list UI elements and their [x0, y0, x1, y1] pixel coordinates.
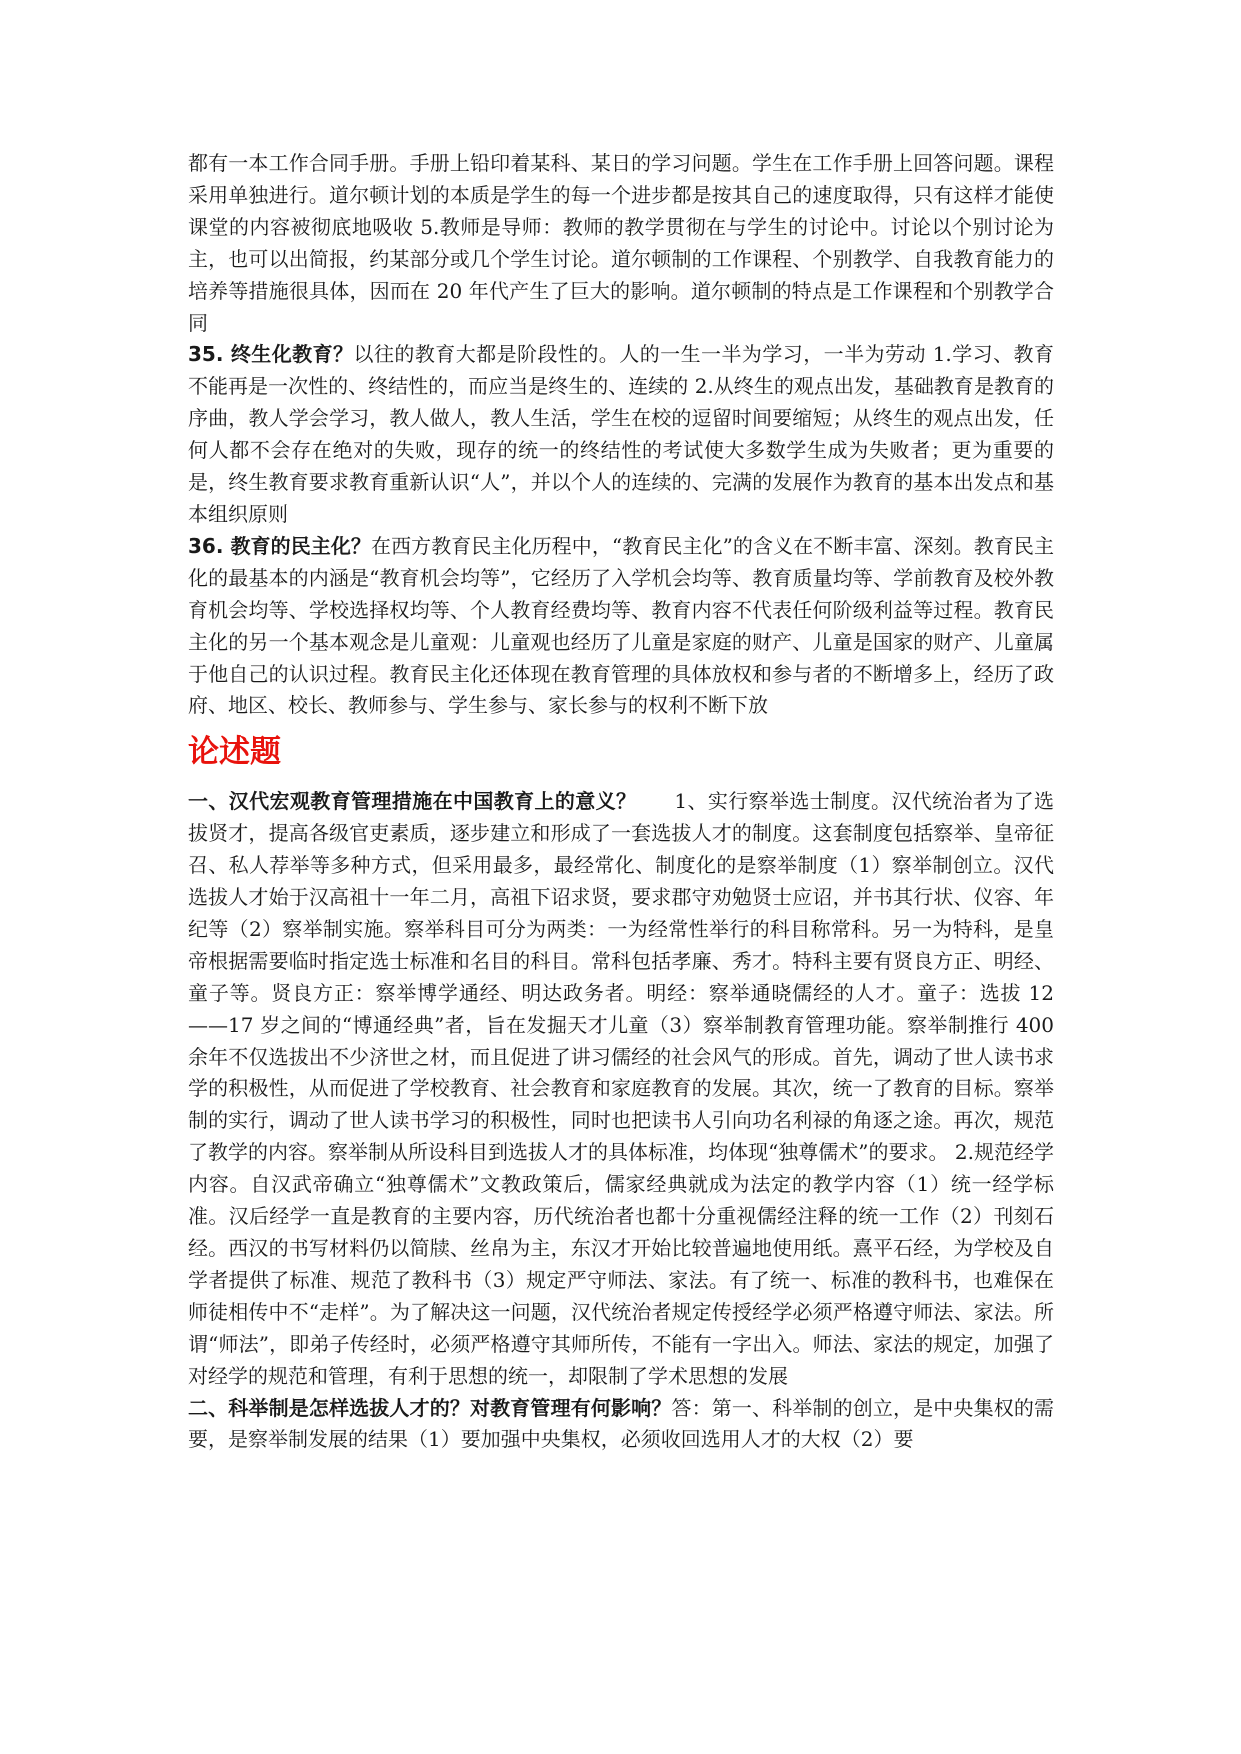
essay-2-heading: 二、科举制是怎样选拔人才的？对教育管理有何影响？: [188, 1395, 672, 1420]
essay-1-heading: 一、汉代宏观教育管理措施在中国教育上的意义？: [188, 789, 637, 814]
paragraph-essay-1: [188, 786, 1054, 1392]
paragraph-text: 都有一本工作合同手册。手册上铅印着某科、某日的学习问题。学生在工作手册上回答问题。课程采用单独进行。道尔顿计划的本质是学生的每一个进步都是按其自己的速度取得，只有这样才能使课堂的内容被彻底地吸收 5.教师是导师：教师的教学贯彻在与学生的讨论中。讨论以个别讨论为主，也可以出简报，约某部分或几个学生讨论。道尔顿制的工作课程、个别教学、自我教育能力的培养等措施很具体，因而在 20 年代产生了巨大的影响。道尔顿制的特点是工作课程和个别教学合同: [188, 151, 1054, 335]
paragraph-q35: [188, 339, 1054, 530]
question-35-answer: 以往的教育大都是阶段性的。人的一生一半为学习，一半为劳动 1.学习、教育不能再是一次性的、终结性的，而应当是终生的、连续的 2.从终生的观点出发，基础教育是教育的序曲，教人学会学习，教人做人，教人生活，学生在校的逗留时间要缩短；从终生的观点出发，任何人都不会存在绝对的失败，现存的统一的终结性的考试使大多数学生成为失败者；更为重要的是，终生教育要求教育重新认识“人”，并以个人的连续的、完满的发展作为教育的基本出发点和基本组织原则: [188, 342, 1054, 526]
paragraph-essay-2: [188, 1393, 1054, 1457]
paragraph-dalton-plan: [188, 148, 1054, 339]
question-36-heading: 36. 教育的民主化？: [188, 533, 371, 558]
essay-1-answer: 1、实行察举选士制度。汉代统治者为了选拔贤才，提高各级官吏素质，逐步建立和形成了一套选拔人才的制度。这套制度包括察举、皇帝征召、私人荐举等多种方式，但采用最多，最经常化、制度化的是察举制度（1）察举制创立。汉代选拔人才始于汉高祖十一年二月，高祖下诏求贤，要求郡守劝勉贤士应诏，并书其行状、仪容、年纪等（2）察举制实施。察举科目可分为两类：一为经常性举行的科目称常科。另一为特科，是皇帝根据需要临时指定选士标准和名目的科目。常科包括孝廉、秀才。特科主要有贤良方正、明经、童子等。贤良方正：察举博学通经、明达政务者。明经：察举通晓儒经的人才。童子：选拔 12——17 岁之间的“博通经典”者，旨在发掘天才儿童（3）察举制教育管理功能。察举制推行 400 余年不仅选拔出不少济世之材，而且促进了讲习儒经的社会风气的形成。首先，调动了世人读书求学的积极性，从而促进了学校教育、社会教育和家庭教育的发展。其次，统一了教育的目标。察举制的实行，调动了世人读书学习的积极性，同时也把读书人引向功名利禄的角逐之途。再次，规范了教学的内容。察举制从所设科目到选拔人才的具体标准，均体现“独尊儒术”的要求。 2.规范经学内容。自汉武帝确立“独尊儒术”文教政策后，儒家经典就成为法定的教学内容（1）统一经学标准。汉后经学一直是教育的主要内容，历代统治者也都十分重视儒经注释的统一工作（2）刊刻石经。西汉的书写材料仍以简牍、丝帛为主，东汉才开始比较普遍地使用纸。熹平石经，为学校及自学者提供了标准、规范了教科书（3）规定严守师法、家法。有了统一、标准的教科书，也难保在师徒相传中不“走样”。为了解决这一问题，汉代统治者规定传授经学必须严格遵守师法、家法。所谓“师法”，即弟子传经时，必须严格遵守其师所传，不能有一字出入。师法、家法的规定，加强了对经学的规范和管理，有利于思想的统一，却限制了学术思想的发展: [188, 789, 1055, 1388]
question-36-answer: 在西方教育民主化历程中，“教育民主化”的含义在不断丰富、深刻。教育民主化的最基本的内涵是“教育机会均等”，它经历了入学机会均等、教育质量均等、学前教育及校外教育机会均等、学校选择权均等、个人教育经费均等、教育内容不代表任何阶级利益等过程。教育民主化的另一个基本观念是儿童观：儿童观也经历了儿童是家庭的财产、儿童是国家的财产、儿童属于他自己的认识过程。教育民主化还体现在教育管理的具体放权和参与者的不断增多上，经历了政府、地区、校长、教师参与、学生参与、家长参与的权利不断下放: [188, 533, 1054, 718]
essay-2-answer: 答：第一、科举制的创立，是中央集权的需要，是察举制发展的结果（1）要加强中央集权，必须收回选用人才的大权（2）要: [188, 1395, 1055, 1452]
paragraph-q36: [188, 531, 1054, 722]
question-35-heading: 35. 终生化教育？: [188, 342, 354, 367]
document-page: [188, 148, 1054, 1456]
section-title-essay: 论述题: [188, 734, 281, 771]
